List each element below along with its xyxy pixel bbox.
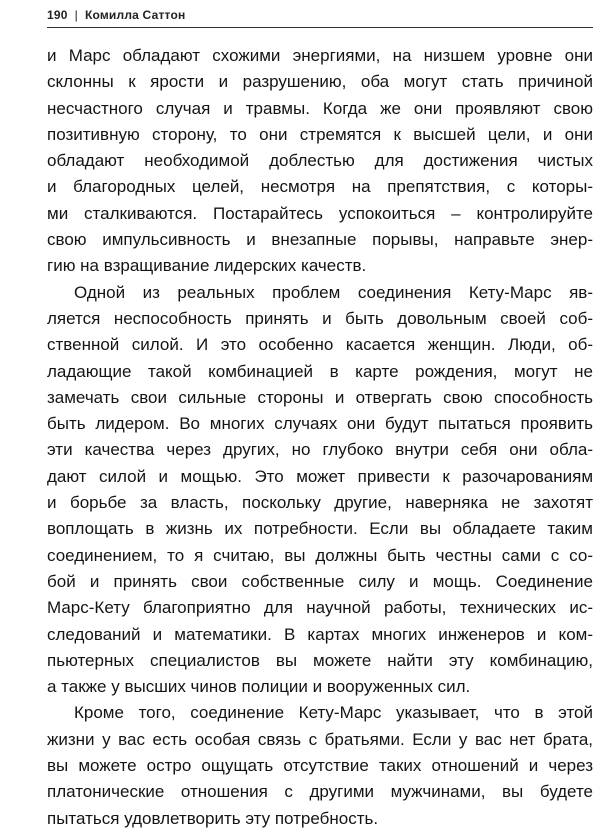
text-line: Кроме того, соединение Кету-Марс указывает, что в этой <box>74 703 593 723</box>
header-separator: | <box>74 8 78 22</box>
page-number: 190 <box>47 8 68 22</box>
text-line: позитивную сторону, то они стремятся к высшей цели, и они <box>47 124 593 144</box>
header-rule <box>47 27 593 28</box>
text-line: следований и математики. В картах многих инженеров и ком- <box>47 624 593 644</box>
paragraph <box>47 43 593 280</box>
text-line: бой и принять свои собственные силу и мощь. Соединение <box>47 571 593 591</box>
text-line: воплощать в жизнь их потребности. Если вы обладаете таким <box>47 519 593 539</box>
text-line: ладающие такой комбинацией в карте рождения, могут не <box>47 361 593 381</box>
text-line: Марс-Кету благоприятно для научной работы, технических ис- <box>47 598 593 618</box>
text-line: ственной силой. И это особенно касается женщин. Люди, об- <box>47 335 593 355</box>
text-line: Одной из реальных проблем соединения Кету-Марс яв- <box>74 282 593 302</box>
paragraph <box>47 280 593 701</box>
text-line: замечать свои сильные стороны и отвергать свою способность <box>47 387 593 407</box>
text-line: ляется неспособность принять и быть довольным своей соб- <box>47 308 593 328</box>
text-line: дают силой и мощью. Это может привести к разочарованиям <box>47 466 593 486</box>
text-line: платонические отношения с другими мужчинами, вы будете <box>47 782 593 802</box>
text-line: и Марс обладают схожими энергиями, на низшем уровне они <box>47 46 593 65</box>
text-line: и борьбе за власть, поскольку другие, наверняка не захотят <box>47 493 593 513</box>
text-line: ми сталкиваются. Постарайтесь успокоиться – контролируйте <box>47 203 593 223</box>
text-line: вы можете остро ощущать отсутствие таких отношений и через <box>47 756 593 776</box>
body-text <box>47 43 593 832</box>
text-line: и благородных целей, несмотря на препятствия, с которы- <box>47 177 593 197</box>
text-line: склонны к ярости и разрушению, оба могут стать причиной <box>47 72 593 92</box>
text-line: обладают необходимой доблестью для достижения чистых <box>47 151 593 171</box>
text-line: пытаться удовлетворить эту потребность. <box>47 808 379 828</box>
text-line: гию на взращивание лидерских качеств. <box>47 256 367 276</box>
text-line: несчастного случая и травмы. Когда же они проявляют свою <box>47 98 593 118</box>
text-line: а также у высших чинов полиции и вооруженных сил. <box>47 677 471 697</box>
text-line: жизни у вас есть особая связь с братьями. Если у вас нет брата, <box>47 729 593 749</box>
text-line: быть лидером. Во многих случаях они будут пытаться проявить <box>47 414 593 434</box>
text-line: соединением, то я считаю, вы должны быть честны сами с со- <box>47 545 593 565</box>
text-line: эти качества через других, но глубоко внутри себя они обла- <box>47 440 593 460</box>
author-name: Комилла Саттон <box>84 8 186 22</box>
text-line: пьютерных специалистов вы можете найти эту комбинацию, <box>47 650 593 670</box>
running-header <box>47 8 185 22</box>
paragraph <box>47 700 593 831</box>
text-line: свою импульсивность и внезапные порывы, направьте энер- <box>47 230 593 250</box>
